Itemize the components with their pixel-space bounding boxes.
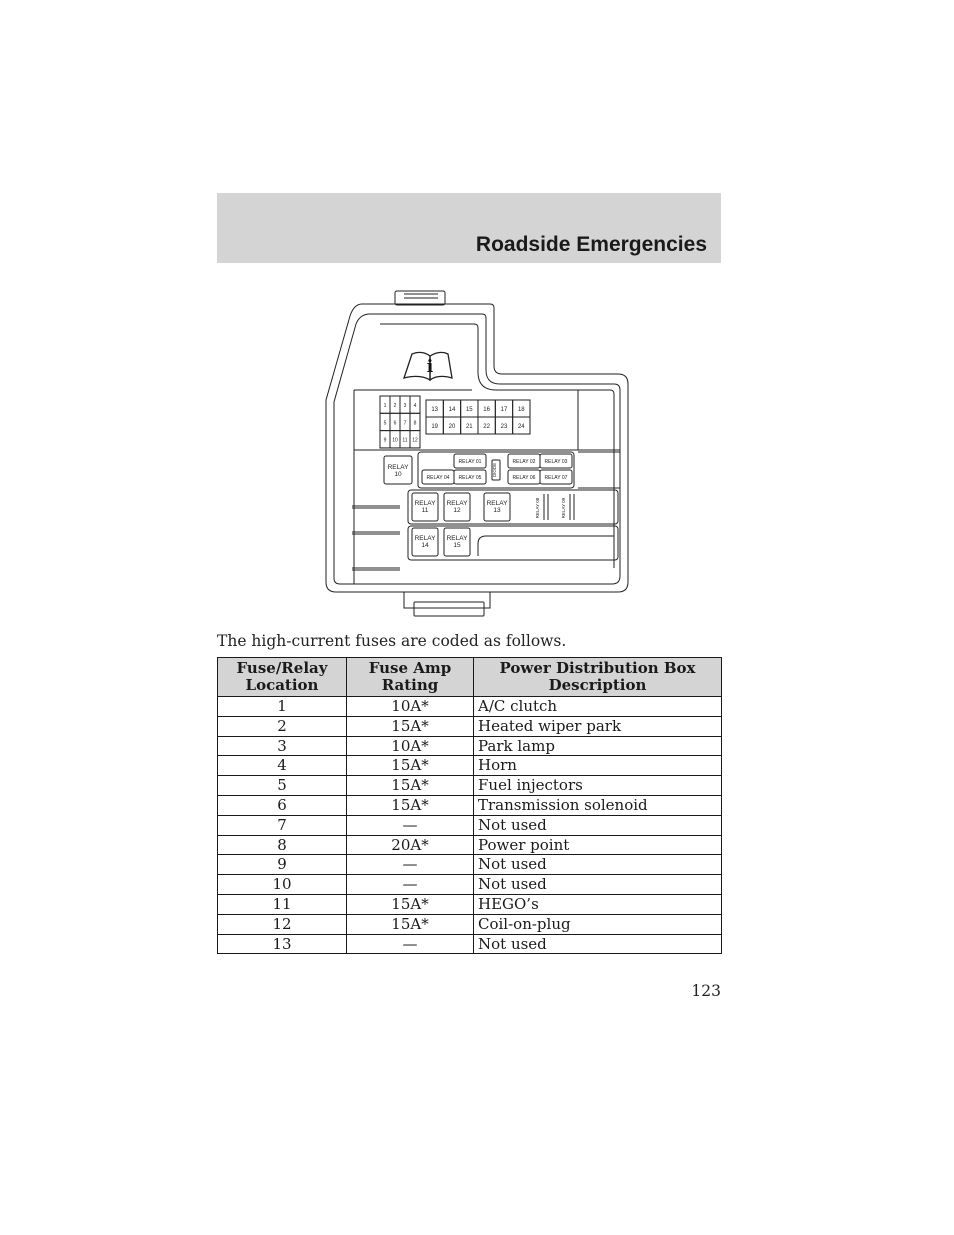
table-row	[218, 914, 722, 934]
fuse-description-cell: Coil-on-plug	[474, 914, 722, 934]
relay-06-label: RELAY 06	[512, 475, 536, 481]
fuse-amp-cell: —	[347, 875, 474, 895]
relay-03-label: RELAY 03	[544, 459, 568, 465]
fuse-description-cell: Not used	[474, 934, 722, 954]
fuse-location-cell: 10	[218, 875, 347, 895]
relay-05-label: RELAY 05	[458, 475, 482, 481]
header-line: Location	[245, 676, 319, 694]
fuse-location-cell: 5	[218, 776, 347, 796]
table-row	[218, 875, 722, 895]
fuse-location-cell: 11	[218, 894, 347, 914]
table-row	[218, 776, 722, 796]
large-fuse-number: 18	[517, 407, 525, 413]
table-header-row	[218, 658, 722, 697]
fuse-amp-cell: —	[347, 815, 474, 835]
large-fuse-number: 13	[431, 407, 439, 413]
fuse-description-cell: Heated wiper park	[474, 716, 722, 736]
fuse-description-cell: Power point	[474, 835, 722, 855]
fuse-description-cell: Not used	[474, 855, 722, 875]
small-fuse-number: 7	[403, 420, 407, 427]
fuse-location-cell: 2	[218, 716, 347, 736]
fuse-amp-cell: 20A*	[347, 835, 474, 855]
relay-13-label-line1: RELAY	[486, 500, 508, 507]
table-row	[218, 855, 722, 875]
fuse-location-cell: 12	[218, 914, 347, 934]
large-fuse-number: 15	[465, 407, 473, 413]
relay-09-label: RELAY 09	[561, 497, 566, 519]
relay-04-label: RELAY 04	[426, 475, 450, 481]
large-fuse-number: 21	[465, 424, 473, 430]
fuse-amp-cell: 15A*	[347, 716, 474, 736]
table-row	[218, 756, 722, 776]
large-fuse-number: 22	[483, 424, 490, 430]
fuse-location-cell: 9	[218, 855, 347, 875]
fuse-description-cell: Park lamp	[474, 736, 722, 756]
large-fuse-number: 17	[500, 407, 508, 413]
small-fuse-number: 9	[383, 437, 387, 444]
large-fuse-number: 19	[431, 424, 439, 430]
large-fuse-number: 23	[500, 424, 508, 430]
section-title: Roadside Emergencies	[475, 233, 707, 256]
relay-08-label: RELAY 08	[535, 497, 540, 519]
fuse-amp-cell: 10A*	[347, 697, 474, 717]
header-line: Fuse/Relay	[236, 658, 328, 677]
table-row	[218, 835, 722, 855]
table-row	[218, 716, 722, 736]
fuse-location-cell: 4	[218, 756, 347, 776]
fuse-location-cell: 8	[218, 835, 347, 855]
fuse-description-cell: A/C clutch	[474, 697, 722, 717]
large-fuse-number: 20	[448, 424, 456, 430]
fuse-description-cell: Horn	[474, 756, 722, 776]
bottom-connector-tab	[404, 592, 490, 608]
small-fuse-number: 12	[412, 437, 418, 444]
small-fuse-number: 5	[383, 420, 387, 427]
relay-15-label-line2: 15	[453, 542, 461, 549]
intro-text: The high-current fuses are coded as follows.	[217, 632, 567, 650]
relay-11-label-line2: 11	[421, 507, 429, 514]
fuse-amp-cell: 15A*	[347, 776, 474, 796]
header-line: Rating	[381, 676, 439, 694]
relay-13-label-line2: 13	[493, 507, 501, 514]
column-header-amp-rating	[347, 658, 474, 697]
relay-11-label-line1: RELAY	[414, 500, 436, 507]
relay-12-label-line1: RELAY	[446, 500, 468, 507]
fuse-amp-cell: 15A*	[347, 795, 474, 815]
large-fuse-number: 24	[517, 424, 525, 430]
relay-12-label-line2: 12	[453, 507, 461, 514]
page-number: 123	[691, 982, 721, 1000]
fuse-amp-cell: 15A*	[347, 894, 474, 914]
small-fuse-number: 1	[383, 403, 387, 409]
fuse-description-cell: Not used	[474, 875, 722, 895]
fuse-amp-cell: —	[347, 934, 474, 954]
fuse-description-cell: Not used	[474, 815, 722, 835]
small-fuse-number: 11	[402, 437, 408, 444]
fuse-box-housing	[326, 304, 628, 592]
small-fuse-number: 4	[413, 403, 417, 409]
small-fuse-number: 10	[392, 437, 398, 444]
owner-guide-icon	[404, 352, 452, 380]
small-fuse-number: 3	[403, 403, 407, 409]
table-row	[218, 697, 722, 717]
fuse-location-cell: 1	[218, 697, 347, 717]
header-line: Description	[548, 676, 647, 694]
large-fuse-number: 16	[483, 407, 490, 413]
small-fuse-number: 8	[413, 420, 417, 427]
table-row	[218, 795, 722, 815]
fuse-amp-cell: —	[347, 855, 474, 875]
relay-01-label: RELAY 01	[458, 459, 482, 465]
fuse-amp-cell: 10A*	[347, 736, 474, 756]
fuse-table	[217, 657, 722, 954]
table-row	[218, 894, 722, 914]
fuse-location-cell: 3	[218, 736, 347, 756]
fuse-location-cell: 13	[218, 934, 347, 954]
diode-label: DIODE	[492, 462, 497, 478]
fuse-description-cell: Transmission solenoid	[474, 795, 722, 815]
fuse-box-diagram	[322, 290, 634, 620]
svg-text:i: i	[426, 357, 434, 377]
fuse-amp-cell: 15A*	[347, 914, 474, 934]
relay-10-label-line2: 10	[394, 471, 402, 478]
table-row	[218, 736, 722, 756]
fuse-amp-cell: 15A*	[347, 756, 474, 776]
fuse-description-cell: HEGO’s	[474, 894, 722, 914]
column-header-location	[218, 658, 347, 697]
small-fuse-number: 6	[393, 420, 397, 427]
table-row	[218, 934, 722, 954]
fuse-description-cell: Fuel injectors	[474, 776, 722, 796]
relay-10-label-line1: RELAY	[387, 464, 409, 471]
column-header-description	[474, 658, 722, 697]
header-line: Fuse Amp	[368, 658, 452, 677]
fuse-location-cell: 6	[218, 795, 347, 815]
relay-07-label: RELAY 07	[544, 475, 568, 481]
large-fuse-number: 14	[448, 407, 456, 413]
relay-14-label-line1: RELAY	[414, 535, 436, 542]
relay-02-label: RELAY 02	[512, 459, 536, 465]
small-fuse-number: 2	[393, 403, 397, 409]
relay-15-label-line1: RELAY	[446, 535, 468, 542]
relay-14-label-line2: 14	[421, 542, 429, 549]
section-header-band	[217, 193, 721, 263]
header-line: Power Distribution Box	[499, 658, 696, 677]
table-row	[218, 815, 722, 835]
fuse-location-cell: 7	[218, 815, 347, 835]
